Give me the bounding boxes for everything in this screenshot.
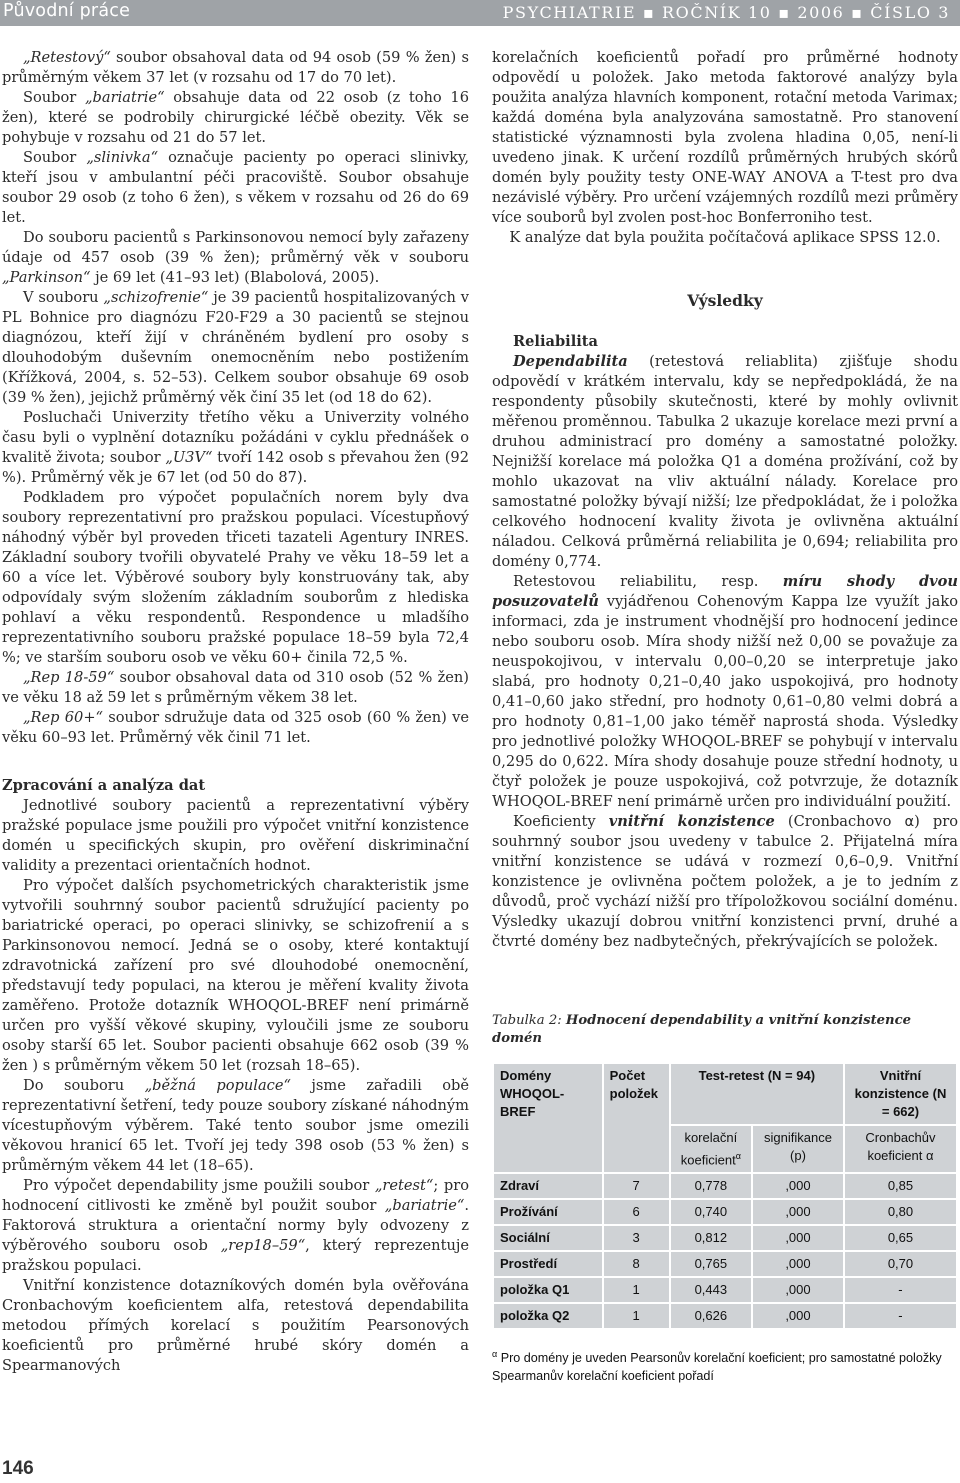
paragraph-general-population: Do souboru „běžná populace“ jsme zařadili obě reprezentativní šetření, tedy pouze soubory získané náhodným vícestupňovým výběrem. Také tento soubor jsme omezili věkovou hranicí 65 let. Tvoří jej tedy 398 osob (53 % žen) s průměrným věkem 44 let (18–65). [2, 1077, 469, 1174]
header-correlation: korelační koeficient$^\alpha$ [670, 1125, 752, 1173]
page-header [0, 0, 960, 26]
paragraph-methods-continued: korelačních koeficientů pořadí pro průměrné hodnoty odpovědí u položek. Jako metoda faktorové analýzy byla použita analýza hlavních komponent, rotační metoda Varimax; každá doména byla analyzována samostatně. Pro stanovení statistické významnosti byla zvolena hladina 0,05, není-li uvedeno jinak. K určení rozdílů průměrných hrubých skórů domén byly použity testy ONE-WAY ANOVA a T-test pro dva nezávislé výběry. Pro určení vzájemných rozdílů mezi průměry více souborů byl zvolen post-hoc Bonferroniho test. [492, 49, 958, 226]
table-row: položka Q1 1 0,443 ,000 - [493, 1277, 957, 1303]
right-column [492, 48, 958, 1385]
paragraph-internal-consistency-method: Vnitřní konzistence dotazníkových domén byla ověřována Cronbachovým koeficientem alfa, retestová dependabilita metodou přímých korelací s použitím Pearsonových koeficientů pro průměrné hrubé skóry domén a Spearmanových [2, 1277, 469, 1374]
left-column [2, 48, 469, 1376]
heading-results: Výsledky [687, 291, 763, 310]
paragraph-internal-consistency: Koeficienty vnitřní konzistence (Cronbachovo α) pro souhrnný soubor jsou uvedeny v tabulce 2. Přijatelná míra vnitřní konzistence se udává v rozmezí 0,6–0,9. Vnitřní konzistence je ovlivněna počtem položek, a je to jedním z důvodů, proč vychází nižší pro třípoložkovou sociální doménu. Výsledky ukazují dobrou vnitřní konzistenci první, druhé a čtvrté domény bez nadbytečných, překrývajících se položek. [492, 813, 959, 950]
paragraph-patient-sample: Pro výpočet dalších psychometrických charakteristik jsme vytvořili souhrnný soubor pacientů sdružující pacienty po bariatrické operaci, po operaci slinivky, se schizofrenií a s Parkinsonovou nemocí. Jedná se o osoby, které kontaktují zdravotnická zařízení pro své dlouhodobé onemocnění, představují tedy populaci, na kterou je měření kvality života zaměřeno. Protože dotazník WHOQOL-BREF není primárně určen pro vyšší věkové skupiny, vyloučili jsme ze souboru osoby starší 65 let. Soubor pacienti obsahuje 662 osob (39 % žen ) s průměrným věkem 50 let (rozsah 18–65). [2, 877, 469, 1074]
paragraph-bariatrics-sample: Soubor „bariatrie“ obsahuje data od 22 osob (z toho 16 žen), které se podrobily chirurgické léčbě obezity. Věk se pohybuje v rozsahu od 21 do 57 let. [2, 89, 469, 146]
heading-reliability: Reliabilita [513, 333, 598, 350]
table-row: Zdraví 7 0,778 ,000 0,85 [493, 1173, 957, 1199]
dependability-table [492, 1062, 958, 1330]
header-test-retest: Test-retest (N = 94) [670, 1063, 844, 1125]
table-row: Sociální 3 0,812 ,000 0,65 [493, 1225, 957, 1251]
table-row: Prostředí 8 0,765 ,000 0,70 [493, 1251, 957, 1277]
paragraph-analysis-intro: Jednotlivé soubory pacientů a reprezentativní výběry pražské populace jsme použili pro výpočet vnitřní konzistence domén u specifických skupin, pro ověření diskriminační validity a prezentaci orientačních hodnot. [2, 797, 469, 874]
header-significance: signifikance (p) [752, 1125, 844, 1173]
header-cronbach: Cronbachův koeficient α [844, 1125, 957, 1173]
table-row: položka Q2 1 0,626 ,000 - [493, 1303, 957, 1329]
paragraph-interrater: Retestovou reliabilitu, resp. míru shody dvou posuzovatelů vyjádřenou Cohenovým Kappa lze využít jako informaci, zda je instrument vhodnější pro hodnocení jedince nebo souboru osob. Míra shody nižší než 0,00 se považuje za neuspokojivou, v intervalu 0,00–0,20 se interpretuje jako slabá, pro hodnoty 0,21–0,40 jako uspokojivá, pro hodnoty 0,41–0,60 jako střední, pro hodnoty 0,61–0,80 velmi dobrá a pro hodnoty 0,81–1,00 jako téměř naprostá shoda. Výsledky pro jednotlivé položky WHOQOL-BREF se pohybují v intervalu 0,295 do 0,622. Míra shody dosahuje pouze střední hodnoty, u čtyř položek je pouze uspokojivá, což potvrzuje, že dotazník WHOQOL-BREF není primárně určen pro individuální použití. [492, 573, 958, 810]
paragraph-spss: K analýze dat byla použita počítačová aplikace SPSS 12.0. [509, 229, 941, 246]
header-item-count: Počet položek [603, 1063, 670, 1173]
paragraph-dependability-samples: Pro výpočet dependability jsme použili soubor „retest“; pro hodnocení citlivosti ke změně byl použit soubor „bariatrie“. Faktorová struktura a orientační normy byly odvozeny z výběrového souboru osob „rep18–59“, který reprezentuje pražskou populaci. [2, 1177, 470, 1274]
header-internal-consistency: Vnitřní konzistence (N = 662) [844, 1063, 957, 1125]
table-footnote: $^\alpha$ Pro domény je uveden Pearsonův korelační koeficient; pro samostatné položky Spearmanův korelační koeficient pořadí [492, 1349, 942, 1383]
paragraph-pancreas-sample: Soubor „slinivka“ označuje pacienty po operaci slinivky, kteří jsou v ambulantní péči pracoviště. Soubor obsahuje soubor 29 osob (z toho 6 žen), s věkem v rozsahu od 26 do 69 let. [2, 149, 469, 226]
table-header-row [493, 1063, 957, 1125]
paragraph-retest-sample: „Retestový“ soubor obsahoval data od 94 osob (59 % žen) s průměrným věkem 37 let (v rozsahu od 17 do 70 let). [2, 49, 469, 86]
table-caption: Tabulka 2: Hodnocení dependability a vnitřní konzistence domén [492, 1013, 912, 1046]
paragraph-parkinson-sample: Do souboru pacientů s Parkinsonovou nemocí byly zařazeny údaje od 457 osob (39 % žen); průměrný věk v souboru „Parkinson“ je 69 let (41–93 let) (Blabolová, 2005). [2, 229, 469, 286]
paragraph-rep-18-59: „Rep 18-59“ soubor obsahoval data od 310 osob (52 % žen) ve věku 18 až 59 let s průměrným věkem 38 let. [2, 669, 469, 706]
table-row: Prožívání 6 0,740 ,000 0,80 [493, 1199, 957, 1225]
paragraph-schizophrenia-sample: V souboru „schizofrenie“ je 39 pacientů hospitalizovaných v PL Bohnice pro diagnózu F20-F29 a 30 pacientů se stejnou diagnózou, kteří žijí v chráněném bydlení pro osoby s dlouhodobým duševním onemocněním nebo postižením (Křížková, 2004, s. 52–53). Celkem soubor obsahuje 69 osob (39 % žen), jejichž průměrný věk činí 35 let (od 18 do 62). [2, 289, 469, 406]
paragraph-population-norms: Podkladem pro výpočet populačních norem byly dva soubory reprezentativní pro pražskou populaci. Vícestupňový náhodný výběr byl proveden třiceti tazateli Agentury INRES. Základní soubory tvořili obyvatelé Prahy ve věku 18–59 let a 60 a více let. Výběrové soubory byly konstruovány tak, aby odpovídaly svým složením základním souborům z hlediska pohlaví a věku respondentů. Respondence u mladšího reprezentativního souboru pražské populace 18–59 byla 72,4 %; ve starším souboru osob ve věku 60+ činila 72,5 %. [2, 489, 469, 666]
journal-running-head: PSYCHIATRIE ▪ ROČNÍK 10 ▪ 2006 ▪ ČÍSLO 3 [502, 3, 950, 22]
header-domains: Domény WHOQOL-BREF [493, 1063, 603, 1173]
section-label: Původní práce [3, 1, 131, 21]
paragraph-dependability: Dependabilita (retestová reliablita) zjišťuje shodu odpovědí v krátkém intervalu, kdy se nepředpokládá, že na respondenty působily skutečnosti, které by mohly ovlivnit měřenou proměnnou. Tabulka 2 ukazuje korelace mezi první a druhou administrací pro domény a samostatné položky. Nejnižší korelace má položka Q1 a doména prožívání, což by mohlo ukazovat na vliv aktuální nálady. Korelace pro samostatné položky bývají nižší; lze předpokládat, že i položka celkového hodnocení kvality života je ovlivněna aktuální náladou. Celková průměrná reliabilita je 0,694; reliabilita pro domény 0,774. [492, 353, 958, 570]
heading-data-analysis: Zpracování a analýza dat [2, 777, 206, 794]
paragraph-rep-60: „Rep 60+“ soubor sdružuje data od 325 osob (60 % žen) ve věku 60–93 let. Průměrný věk činil 71 let. [2, 709, 469, 746]
paragraph-u3v-sample: Posluchači Univerzity třetího věku a Univerzity volného času byli o vyplnění dotazníku požádáni v cyklu přednášek o kvalitě života; soubor „U3V“ tvoří 142 osob s převahou žen (92 %). Průměrný věk je 67 let (od 50 do 87). [2, 409, 469, 486]
page-number: 146 [2, 1458, 34, 1479]
